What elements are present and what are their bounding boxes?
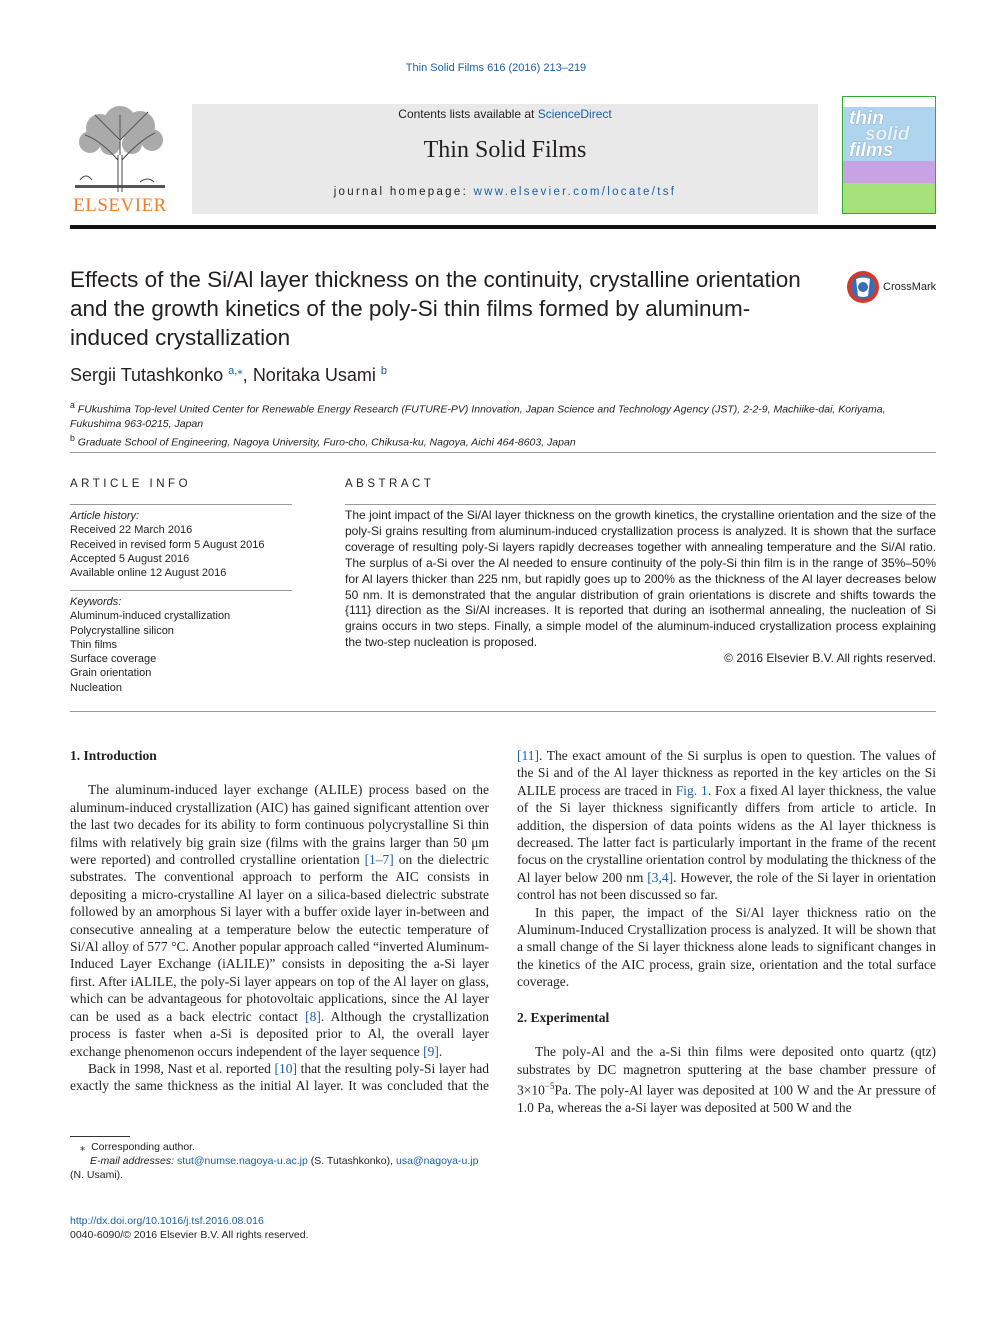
- header-divider: [70, 225, 936, 229]
- paragraph-text: Pa. The poly-Al layer was deposited at 100 W and the Ar pressure of 1.0 Pa, whereas the a-Si layer was deposited at 500 W and the: [517, 1082, 936, 1115]
- journal-reference[interactable]: [0, 62, 992, 74]
- paragraph-text: The aluminum-induced layer exchange (ALILE) process based on the aluminum-induced crystallization (AIC) has gained significant attention over the last two decades for its ability to form continuous polycrystalline Si thin films with relatively big grain size (films with the grains larger than 50 μm were reported) and controlled crystalline orientation: [70, 782, 489, 868]
- crossmark-label: CrossMark: [883, 281, 937, 293]
- cover-title-line-1: thin: [849, 108, 884, 129]
- section-heading: 2. Experimental: [517, 1009, 610, 1025]
- received-date: Received 22 March 2016: [70, 524, 193, 537]
- affiliation-mark: b: [70, 432, 75, 443]
- paragraph-text: . Although the crystallization process is faster when a-Si is deposited prior to Al, the overall layer exchange phenomenon occurs independent of the layer sequence: [70, 1008, 489, 1059]
- cover-title-line-2: solid: [865, 124, 910, 145]
- author-name: Noritaka Usami: [252, 365, 376, 385]
- body-column-left: [70, 747, 489, 1094]
- revised-date: Received in revised form 5 August 2016: [70, 538, 265, 551]
- corresponding-author-note: [70, 1140, 490, 1154]
- crossmark-badge[interactable]: [846, 270, 942, 306]
- abstract-copyright: © 2016 Elsevier B.V. All rights reserved.: [724, 651, 936, 665]
- keyword: Polycrystalline silicon: [70, 624, 174, 637]
- accepted-date: Accepted 5 August 2016: [70, 552, 190, 565]
- article-history: [70, 509, 292, 580]
- author-separator: ,: [242, 365, 253, 385]
- affiliations: [70, 398, 936, 449]
- reference-link[interactable]: [9]: [423, 1043, 439, 1059]
- author-list: [70, 364, 387, 386]
- paragraph-text: The poly-Al and the a-Si thin films were deposited onto quartz (qtz) substrates by DC magnetron sputtering at the base chamber pressure of 3×10: [517, 1044, 936, 1098]
- paragraph-text: .: [438, 1043, 443, 1059]
- cover-title: [849, 108, 910, 161]
- elsevier-wordmark: ELSEVIER: [73, 195, 167, 216]
- affiliation-a: [70, 398, 936, 431]
- doi-link[interactable]: http://dx.doi.org/10.1016/j.tsf.2016.08.016: [70, 1215, 264, 1227]
- online-date: Available online 12 August 2016: [70, 567, 227, 580]
- paragraph: [70, 781, 489, 1060]
- paragraph-continued: [517, 747, 936, 904]
- article-title: Effects of the Si/Al layer thickness on the continuity, crystalline orientation and the growth kinetics of the poly-Si thin films formed by aluminum-induced crystallization: [70, 267, 801, 350]
- author-name: Sergii Tutashkonko: [70, 365, 224, 385]
- sciencedirect-link[interactable]: ScienceDirect: [537, 107, 612, 121]
- reference-link[interactable]: [1–7]: [364, 852, 394, 868]
- email-link[interactable]: usa@nagoya-u.jp: [395, 1155, 479, 1167]
- journal-homepage: [192, 186, 818, 198]
- journal-masthead: [192, 104, 818, 214]
- reference-link[interactable]: [3,4]: [647, 869, 674, 885]
- email-owner: (S. Tutashkonko),: [307, 1155, 396, 1167]
- paragraph: In this paper, the impact of the Si/Al layer thickness ratio on the Aluminum-Induced Crystallization process is analyzed. It will be shown that a small change of the Si layer thickness alone leads to significant changes in the kinetics of the AIC process, grain size, orientation and the total surface coverage.: [517, 904, 936, 990]
- exponent: −5: [544, 1080, 555, 1091]
- abstract-text: The joint impact of the Si/Al layer thickness on the growth kinetics, the crystalline orientation and the size of the poly-Si grains resulting from aluminum-induced crystallization process is analyzed. It is shown that the surface coverage of resulting poly-Si layers rapidly decreases together with annealing temperature and the Si/Al ratio. The surplus of a-Si over the Al needed to ensure continuity of the poly-Si thin film is in the range of 35%–50% for Al layers thicker than 225 nm, but rapidly goes up to 200% as the thickness of the Al layer decreases below 50 nm. It is demonstrated that the angular distribution of grain orientations is discrete and shifts towards the {111} direction as the Si/Al increases. It is reported that during an isothermal annealing, the nucleation of Si grains occurs in two steps. Finally, a simple model of the aluminum-induced crystallization process explaining the two-step nucleation is proposed.: [345, 508, 936, 650]
- affiliation-text: FUkushima Top-level United Center for Renewable Energy Research (FUTURE-PV) Innovation, Japan Science and Technology Agency (JST), 2-2-9, Machiike-dai, Koriyama, Fukushima 963-0215, Japan: [70, 403, 886, 430]
- email-label: E-mail addresses:: [90, 1155, 177, 1167]
- paragraph-text: . However, the role of the Si layer in orientation control has not been discussed so far.: [517, 869, 936, 903]
- abstract-divider: [345, 504, 936, 505]
- figure-link[interactable]: Fig. 1: [675, 782, 708, 798]
- keyword: Thin films: [70, 638, 118, 651]
- keywords: [70, 595, 292, 695]
- footnote-mark: ⁎: [80, 1141, 86, 1153]
- journal-title: Thin Solid Films: [423, 137, 587, 163]
- homepage-link[interactable]: www.elsevier.com/locate/tsf: [473, 186, 677, 198]
- keyword: Surface coverage: [70, 653, 157, 666]
- keyword: Aluminum-induced crystallization: [70, 610, 231, 623]
- homepage-prefix: journal homepage:: [333, 186, 474, 198]
- email-link[interactable]: stut@numse.nagoya-u.ac.jp: [176, 1155, 308, 1167]
- author-affiliation-mark[interactable]: a,⁎: [228, 365, 243, 377]
- keyword: Nucleation: [70, 681, 122, 694]
- elsevier-logo: [70, 100, 170, 215]
- email-owner: (N. Usami).: [70, 1169, 124, 1181]
- body-column-right: [517, 747, 936, 1116]
- paragraph-text: . The exact amount of the Si surplus is open to question. The values of the Si and of the Al layer thickness as reported in the key articles on the Si ALILE process are traced in: [517, 748, 936, 798]
- front-matter-divider: [70, 711, 936, 712]
- affiliation-mark: a: [70, 400, 75, 410]
- keywords-divider: [70, 590, 292, 591]
- keywords-label: Keywords:: [70, 596, 122, 608]
- contents-availability: [192, 107, 818, 121]
- paragraph-text: Back in 1998, Nast et al. reported: [88, 1060, 275, 1076]
- author-affiliation-mark[interactable]: b: [380, 365, 387, 377]
- footnote-text: Corresponding author.: [91, 1141, 195, 1153]
- journal-ref-link[interactable]: Thin Solid Films 616 (2016) 213–219: [405, 62, 587, 74]
- issn-copyright: 0040-6090/© 2016 Elsevier B.V. All rights reserved.: [70, 1229, 309, 1241]
- footnote: [70, 1140, 490, 1182]
- footnote-divider: [70, 1136, 130, 1137]
- reference-link[interactable]: [10]: [274, 1060, 298, 1076]
- article-info-heading: ARTICLE INFO: [70, 478, 192, 490]
- crossmark-icon: [846, 270, 880, 304]
- paragraph: [70, 1060, 489, 1094]
- affiliation-b: [70, 431, 936, 450]
- article-footer: [70, 1214, 309, 1242]
- keyword: Grain orientation: [70, 667, 152, 680]
- paragraph-text: on the dielectric substrates. The conventional approach to perform the AIC consists in depositing a micro-crystalline Al layer on a silica-based dielectric substrate followed by an amorphous Si layer with a buffer oxide layer in-between and consecutive annealing at a temperature below the eutectic temperature of Si/Al alloy of 577 °C. Another popular approach called “inverted Aluminum-Induced Layer Exchange (iALILE)” consists in depositing the a-Si layer first. After iALILE, the poly-Si layer appears on top of the Al layer on glass, which can be advantageous for photovoltaic applications, since the Al layer can be used as a back electric contact: [70, 852, 489, 1024]
- reference-link[interactable]: [8]: [305, 1008, 321, 1024]
- paragraph-text: that the resulting poly-Si layer had exactly the same thickness as the initial Al layer. It was concluded that the: [70, 1060, 489, 1094]
- email-addresses: [70, 1154, 490, 1168]
- affiliation-divider: [70, 452, 936, 453]
- paragraph: [517, 1043, 936, 1116]
- paragraph-text: . Fox a fixed Al layer thickness, the value of the Si layer thickness significantly differs from article to article. In addition, the dispersion of data points widens as the Al layer thickness is decreased. The latter fact is particularly important in the frame of the recent focus on the crystalline orientation control by modulating the thickness of the Al layer below 200 nm: [517, 782, 936, 885]
- cover-title-line-3: films: [849, 140, 894, 161]
- affiliation-text: Graduate School of Engineering, Nagoya University, Furo-cho, Chikusa-ku, Nagoya, Aichi 464-8603, Japan: [77, 436, 576, 448]
- elsevier-tree-icon: [70, 100, 170, 195]
- abstract-heading: ABSTRACT: [345, 478, 435, 490]
- article-info-divider: [70, 504, 292, 505]
- section-heading: 1. Introduction: [70, 748, 157, 763]
- reference-link[interactable]: [11]: [517, 748, 539, 763]
- journal-cover-thumbnail[interactable]: [842, 96, 936, 214]
- history-label: Article history:: [70, 510, 140, 522]
- contents-prefix: Contents lists available at: [398, 107, 538, 121]
